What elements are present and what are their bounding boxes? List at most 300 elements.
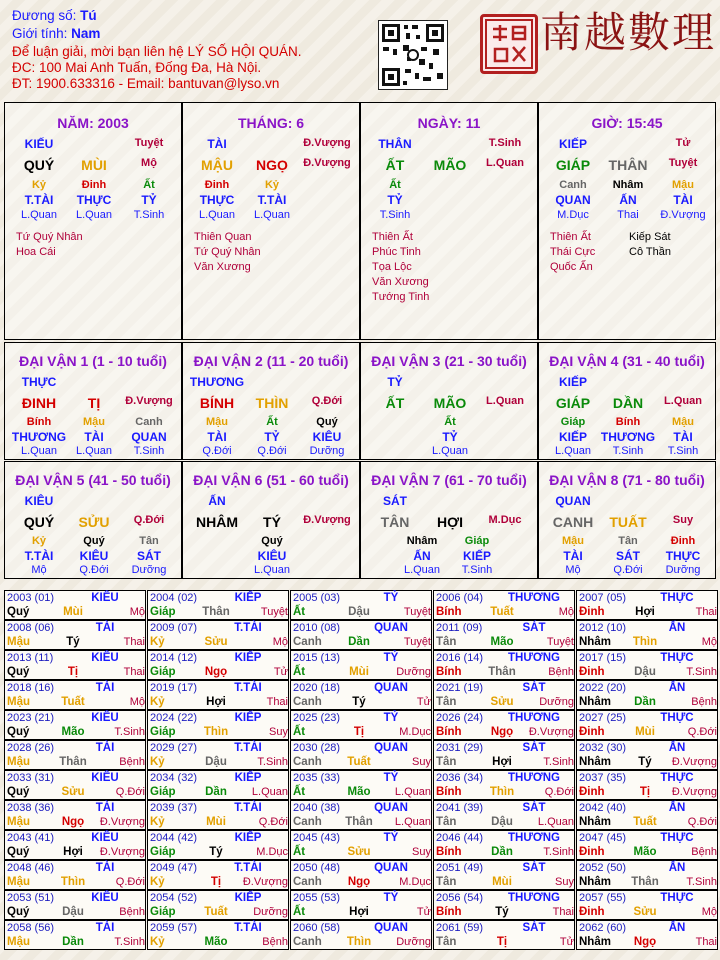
year-branch: Thìn: [203, 726, 229, 738]
dai-van-hidden-stage: L.Quan: [403, 564, 441, 576]
year-god: SÁT: [522, 622, 546, 634]
year-cell: [4, 920, 146, 950]
year-branch: Dậu: [491, 816, 513, 828]
dai-van-hidden-stem: Giáp: [464, 535, 490, 547]
dai-van-top-god: ẤN: [208, 494, 226, 508]
year-cell: [290, 800, 432, 830]
year-branch: Tuất: [61, 696, 85, 708]
year-stage: Q.Đới: [687, 726, 717, 738]
year-god: ẤN: [668, 802, 686, 814]
year-stem: Kỷ: [150, 936, 165, 948]
year-stem: Nhâm: [579, 816, 611, 828]
year-label: 2019 (17): [150, 682, 198, 694]
year-cell: [147, 890, 289, 920]
dai-van-hidden-stem: Giáp: [560, 416, 586, 428]
year-stage: Thai: [266, 696, 288, 708]
year-stem: Ất: [293, 846, 306, 858]
pillar-star: Quốc Ấn: [550, 261, 593, 273]
year-branch: Dần: [491, 846, 513, 858]
year-label: 2060 (58): [293, 922, 341, 934]
year-stem: Tân: [436, 936, 457, 948]
pillar-branch-stage: Tuyệt: [668, 157, 698, 169]
year-label: 2012 (10): [579, 622, 627, 634]
year-stem: Mậu: [7, 756, 30, 768]
year-god: SÁT: [522, 862, 546, 874]
year-branch: Thìn: [346, 936, 372, 948]
year-god: SÁT: [522, 922, 546, 934]
year-label: 2059 (57): [150, 922, 198, 934]
year-stage: Mộ: [558, 606, 574, 618]
year-stage: T.Sinh: [686, 876, 717, 888]
year-god: T.TÀI: [234, 802, 262, 814]
year-branch: Sửu: [61, 786, 85, 798]
year-cell: [576, 800, 718, 830]
year-stem: Mậu: [7, 876, 30, 888]
year-branch: Thân: [202, 606, 230, 618]
year-branch: Ngọ: [633, 936, 657, 948]
year-stem: Quý: [7, 606, 30, 618]
year-cell: [433, 830, 575, 860]
year-stem: Giáp: [150, 906, 176, 918]
year-cell: [576, 620, 718, 650]
dai-van-hidden-stage: L.Quan: [253, 564, 291, 576]
pillar-top-stage: Tuyệt: [134, 137, 164, 149]
year-god: T.TÀI: [234, 742, 262, 754]
pillar-top-stage: Tử: [675, 137, 691, 149]
year-branch: Thìn: [489, 786, 515, 798]
pillar-title: NGÀY: 11: [417, 115, 481, 131]
year-god: QUAN: [374, 682, 408, 694]
year-god: TÀI: [95, 622, 115, 634]
year-god: T.TÀI: [234, 862, 262, 874]
dai-van-hidden-stem: Tân: [618, 535, 638, 547]
hidden-god: T.TÀI: [24, 193, 54, 207]
year-branch: Hợi: [63, 846, 83, 858]
year-stem: Đinh: [579, 846, 605, 858]
year-branch: Mùi: [492, 876, 512, 888]
year-stage: Q.Đới: [258, 816, 288, 828]
pillar-panel: [4, 102, 182, 340]
year-cell: [576, 770, 718, 800]
dai-van-hidden-stage: Dưỡng: [665, 564, 701, 576]
year-cell: [576, 740, 718, 770]
dai-van-title: ĐẠI VẬN 8 (71 - 80 tuổi): [549, 472, 705, 488]
year-cell: [433, 920, 575, 950]
dai-van-panel: [538, 461, 716, 579]
year-god: THỰC: [660, 832, 694, 844]
pillar-star: Thiên Ất: [372, 231, 413, 243]
year-cell: [147, 830, 289, 860]
year-label: 2015 (13): [293, 652, 341, 664]
year-stem: Tân: [436, 696, 457, 708]
pillar-top-stage: T.Sinh: [488, 137, 522, 149]
year-stem: Canh: [293, 876, 322, 888]
dai-van-stage: Đ.Vượng: [303, 514, 351, 526]
year-stage: Q.Đới: [115, 876, 145, 888]
year-stage: Thai: [123, 666, 145, 678]
hidden-stem: Đinh: [81, 179, 107, 191]
hidden-stage: Đ.Vượng: [660, 209, 706, 221]
pillar-star: Tứ Quý Nhân: [16, 231, 83, 243]
year-cell: [4, 680, 146, 710]
year-stem: Tân: [436, 816, 457, 828]
pillar-star: Tướng Tinh: [372, 291, 430, 303]
year-stage: Mộ: [129, 606, 145, 618]
pillar-branch-stage: Đ.Vượng: [303, 157, 351, 169]
year-god: THỰC: [660, 892, 694, 904]
year-branch: Tý: [638, 756, 652, 768]
year-label: 2058 (56): [7, 922, 55, 934]
year-stem: Mậu: [7, 696, 30, 708]
year-cell: [433, 890, 575, 920]
dai-van-hidden-stage: Q.Đới: [257, 445, 287, 457]
year-stage: T.Sinh: [114, 936, 145, 948]
hidden-stem: Ất: [389, 179, 401, 191]
year-label: 2054 (52): [150, 892, 198, 904]
year-branch: Mùi: [635, 726, 655, 738]
dai-van-hidden-stage: Q.Đới: [202, 445, 232, 457]
year-stem: Bính: [436, 666, 462, 678]
year-god: THƯƠNG: [508, 592, 560, 604]
dai-van-branch: THÌN: [255, 395, 289, 411]
year-stage: Tuyệt: [260, 606, 288, 618]
year-label: 2049 (47): [150, 862, 198, 874]
hidden-god: THỰC: [199, 193, 235, 207]
year-label: 2024 (22): [150, 712, 198, 724]
year-stem: Giáp: [150, 666, 176, 678]
year-stem: Canh: [293, 696, 322, 708]
dai-van-hidden-stage: L.Quan: [431, 445, 469, 457]
year-stem: Quý: [7, 786, 30, 798]
year-stage: L.Quan: [251, 786, 288, 798]
hidden-stage: M.Dục: [557, 209, 589, 221]
year-label: 2056 (54): [436, 892, 484, 904]
pillar-star: Cô Thần: [629, 246, 671, 258]
year-god: KIÊU: [91, 652, 119, 664]
year-cell: [433, 620, 575, 650]
year-cell: [290, 860, 432, 890]
year-stage: Mộ: [129, 696, 145, 708]
year-branch: Dậu: [348, 606, 370, 618]
year-branch: Mão: [61, 726, 85, 738]
dai-van-top-god: THƯƠNG: [189, 375, 245, 389]
year-branch: Hợi: [206, 696, 226, 708]
owner-line: Đương số: Tú: [12, 8, 97, 23]
dai-van-hidden-god: TỶ: [264, 430, 280, 444]
year-cell: [576, 680, 718, 710]
year-god: TÀI: [95, 922, 115, 934]
brand-title: 南越數理: [540, 8, 717, 57]
year-god: QUAN: [374, 742, 408, 754]
dai-van-hidden-stage: Mộ: [31, 564, 47, 576]
year-label: 2030 (28): [293, 742, 341, 754]
year-god: QUAN: [374, 802, 408, 814]
year-label: 2014 (12): [150, 652, 198, 664]
year-branch: Mùi: [63, 606, 83, 618]
dai-van-top-god: SÁT: [383, 494, 407, 508]
year-label: 2018 (16): [7, 682, 55, 694]
year-god: KIẾP: [234, 592, 262, 604]
year-label: 2036 (34): [436, 772, 484, 784]
year-stem: Ất: [293, 906, 306, 918]
hidden-god: TỶ: [141, 193, 157, 207]
dai-van-hidden-god: KIẾP: [558, 430, 587, 444]
year-god: KIẾP: [234, 772, 262, 784]
hidden-stage: L.Quan: [253, 209, 291, 221]
year-cell: [290, 650, 432, 680]
year-stem: Mậu: [7, 936, 30, 948]
dai-van-hidden-god: SÁT: [616, 549, 640, 563]
year-label: 2043 (41): [7, 832, 55, 844]
year-branch: Tị: [639, 786, 651, 798]
year-label: 2041 (39): [436, 802, 484, 814]
dai-van-hidden-stem: Mậu: [562, 535, 584, 547]
dai-van-hidden-god: KIÊU: [312, 430, 342, 444]
pillar-top-god: KIẾU: [24, 137, 54, 151]
year-label: 2044 (42): [150, 832, 198, 844]
year-stage: Q.Đới: [544, 786, 574, 798]
hidden-stem: Ất: [143, 179, 155, 191]
year-branch: Ngọ: [61, 816, 85, 828]
year-branch: Dậu: [62, 906, 84, 918]
dai-van-hidden-stem: Ất: [266, 416, 278, 428]
year-branch: Tuất: [204, 906, 228, 918]
year-stem: Canh: [293, 636, 322, 648]
year-stage: Mộ: [701, 636, 717, 648]
year-stage: Bệnh: [691, 696, 717, 708]
year-branch: Tý: [352, 696, 366, 708]
year-stem: Đinh: [579, 606, 605, 618]
dai-van-title: ĐẠI VẬN 7 (61 - 70 tuổi): [371, 472, 527, 488]
year-branch: Mão: [204, 936, 228, 948]
year-stage: T.Sinh: [114, 726, 145, 738]
year-branch: Tý: [66, 636, 80, 648]
year-cell: [4, 740, 146, 770]
dai-van-panel: [4, 342, 182, 460]
dai-van-hidden-stage: Q.Đới: [613, 564, 643, 576]
dai-van-title: ĐẠI VẬN 2 (11 - 20 tuổi): [193, 353, 349, 369]
year-god: SÁT: [522, 682, 546, 694]
year-stem: Ất: [293, 786, 306, 798]
dai-van-hidden-god: KIẾP: [462, 549, 491, 563]
year-stem: Đinh: [579, 906, 605, 918]
year-stage: Bệnh: [262, 936, 288, 948]
dai-van-stage: Q.Đới: [311, 395, 343, 407]
year-label: 2026 (24): [436, 712, 484, 724]
year-stage: T.Sinh: [543, 756, 574, 768]
year-cell: [4, 770, 146, 800]
dai-van-stage: Đ.Vượng: [125, 395, 173, 407]
year-stem: Ất: [293, 726, 306, 738]
dai-van-stage: Suy: [672, 514, 694, 526]
year-stem: Nhâm: [579, 696, 611, 708]
year-label: 2009 (07): [150, 622, 198, 634]
year-god: THỰC: [660, 652, 694, 664]
pillar-stem: ẤT: [385, 157, 405, 173]
year-god: KIẾP: [234, 652, 262, 664]
year-label: 2050 (48): [293, 862, 341, 874]
year-stem: Bính: [436, 786, 462, 798]
pillar-star: Tứ Quý Nhân: [194, 246, 261, 258]
year-stem: Mậu: [7, 636, 30, 648]
year-cell: [290, 740, 432, 770]
year-god: TÀI: [95, 862, 115, 874]
year-god: TÀI: [95, 742, 115, 754]
hidden-god: TỶ: [387, 193, 403, 207]
year-branch: Tuất: [347, 756, 371, 768]
hidden-stem: Canh: [559, 179, 587, 191]
year-stem: Quý: [7, 726, 30, 738]
dai-van-hidden-god: TÀI: [673, 430, 693, 444]
year-stem: Quý: [7, 666, 30, 678]
year-label: 2045 (43): [293, 832, 341, 844]
year-stem: Canh: [293, 936, 322, 948]
year-label: 2007 (05): [579, 592, 627, 604]
year-stage: Tử: [416, 906, 431, 918]
dai-van-hidden-stem: Bính: [615, 416, 641, 428]
year-god: KIÊU: [91, 772, 119, 784]
dai-van-stem: TÂN: [380, 514, 410, 530]
year-stage: Suy: [412, 846, 431, 858]
year-stage: T.Sinh: [257, 756, 288, 768]
year-label: 2039 (37): [150, 802, 198, 814]
dai-van-hidden-god: TÀI: [84, 430, 104, 444]
dai-van-hidden-god: ẤN: [413, 549, 431, 563]
year-stage: M.Dục: [399, 726, 431, 738]
year-stage: Thai: [695, 606, 717, 618]
year-god: KIÊU: [91, 892, 119, 904]
year-cell: [4, 830, 146, 860]
dai-van-stem: GIÁP: [555, 395, 591, 411]
year-god: QUAN: [374, 862, 408, 874]
phone-email-line: ĐT: 1900.633316 - Email: bantuvan@lyso.vn: [12, 76, 280, 91]
pillar-top-god: TÀI: [207, 137, 227, 151]
dai-van-hidden-stage: L.Quan: [75, 445, 113, 457]
pillar-title: NĂM: 2003: [57, 115, 129, 131]
hidden-stem: Đinh: [204, 179, 230, 191]
year-stem: Bính: [436, 606, 462, 618]
dai-van-hidden-god: SÁT: [137, 549, 161, 563]
year-stage: Dưỡng: [396, 936, 431, 948]
dai-van-hidden-god: THƯƠNG: [600, 430, 656, 444]
year-label: 2042 (40): [579, 802, 627, 814]
pillar-branch: THÂN: [608, 157, 648, 173]
year-stem: Bính: [436, 846, 462, 858]
pillar-star: Tọa Lộc: [372, 261, 412, 273]
year-cell: [576, 920, 718, 950]
year-stem: Kỷ: [150, 696, 165, 708]
year-label: 2061 (59): [436, 922, 484, 934]
year-cell: [147, 710, 289, 740]
dai-van-top-god: TỶ: [387, 375, 403, 389]
year-cell: [290, 710, 432, 740]
year-cell: [147, 680, 289, 710]
year-label: 2055 (53): [293, 892, 341, 904]
year-stage: L.Quan: [537, 816, 574, 828]
dai-van-hidden-stem: Quý: [83, 535, 105, 547]
year-god: THỰC: [660, 592, 694, 604]
year-stage: Tử: [416, 696, 431, 708]
year-stage: M.Dục: [256, 846, 288, 858]
year-label: 2004 (02): [150, 592, 198, 604]
year-god: THƯƠNG: [508, 772, 560, 784]
year-branch: Thân: [59, 756, 87, 768]
year-cell: [147, 860, 289, 890]
year-branch: Dần: [348, 636, 370, 648]
year-stage: Suy: [555, 876, 574, 888]
hidden-stage: T.Sinh: [379, 209, 411, 221]
year-god: THƯƠNG: [508, 832, 560, 844]
year-label: 2038 (36): [7, 802, 55, 814]
year-label: 2022 (20): [579, 682, 627, 694]
year-stem: Ất: [293, 666, 306, 678]
pillar-star: Thiên Ất: [550, 231, 591, 243]
pillar-title: THÁNG: 6: [237, 115, 305, 131]
year-god: KIÊU: [91, 712, 119, 724]
year-stage: Đ.Vượng: [99, 816, 145, 828]
dai-van-hidden-stage: T.Sinh: [133, 445, 165, 457]
dai-van-branch: DẦN: [612, 395, 644, 411]
year-branch: Dậu: [634, 666, 656, 678]
year-branch: Sửu: [633, 906, 657, 918]
year-branch: Tị: [210, 876, 222, 888]
pillar-star: Thiên Quan: [194, 231, 252, 243]
year-cell: [576, 590, 718, 620]
year-god: KIẾP: [234, 892, 262, 904]
dai-van-hidden-stem: Kỷ: [31, 535, 47, 547]
year-stage: Tử: [559, 936, 574, 948]
year-branch: Hợi: [492, 756, 512, 768]
year-label: 2027 (25): [579, 712, 627, 724]
year-stage: Đ.Vượng: [99, 846, 145, 858]
dai-van-panel: [182, 461, 360, 579]
pillar-branch: MÙI: [81, 157, 107, 173]
year-stem: Nhâm: [579, 756, 611, 768]
year-god: TỶ: [383, 832, 399, 844]
year-stem: Giáp: [150, 846, 176, 858]
dai-van-hidden-stage: Mộ: [565, 564, 581, 576]
year-stem: Nhâm: [579, 936, 611, 948]
year-cell: [4, 710, 146, 740]
year-stem: Kỷ: [150, 636, 165, 648]
year-cell: [4, 590, 146, 620]
year-label: 2011 (09): [436, 622, 483, 634]
dai-van-stem: ĐINH: [21, 395, 57, 411]
year-branch: Tuất: [633, 816, 657, 828]
year-label: 2023 (21): [7, 712, 55, 724]
year-god: TÀI: [95, 802, 115, 814]
year-label: 2048 (46): [7, 862, 55, 874]
dai-van-stem: QUÝ: [23, 514, 55, 530]
year-god: TỶ: [383, 652, 399, 664]
year-stage: Suy: [412, 756, 431, 768]
year-branch: Tý: [209, 846, 223, 858]
dai-van-hidden-stage: T.Sinh: [461, 564, 493, 576]
year-cell: [290, 680, 432, 710]
year-god: THƯƠNG: [508, 652, 560, 664]
year-stage: Đ.Vượng: [528, 726, 574, 738]
year-label: 2013 (11): [7, 652, 54, 664]
year-cell: [433, 710, 575, 740]
year-god: ẤN: [668, 742, 686, 754]
hidden-stage: L.Quan: [75, 209, 113, 221]
year-stage: Bệnh: [119, 906, 145, 918]
dai-van-stem: ẤT: [385, 395, 405, 411]
hidden-stage: L.Quan: [20, 209, 58, 221]
dai-van-title: ĐẠI VẬN 3 (21 - 30 tuổi): [371, 353, 527, 369]
hidden-god: ẤN: [619, 193, 637, 207]
year-cell: [576, 710, 718, 740]
